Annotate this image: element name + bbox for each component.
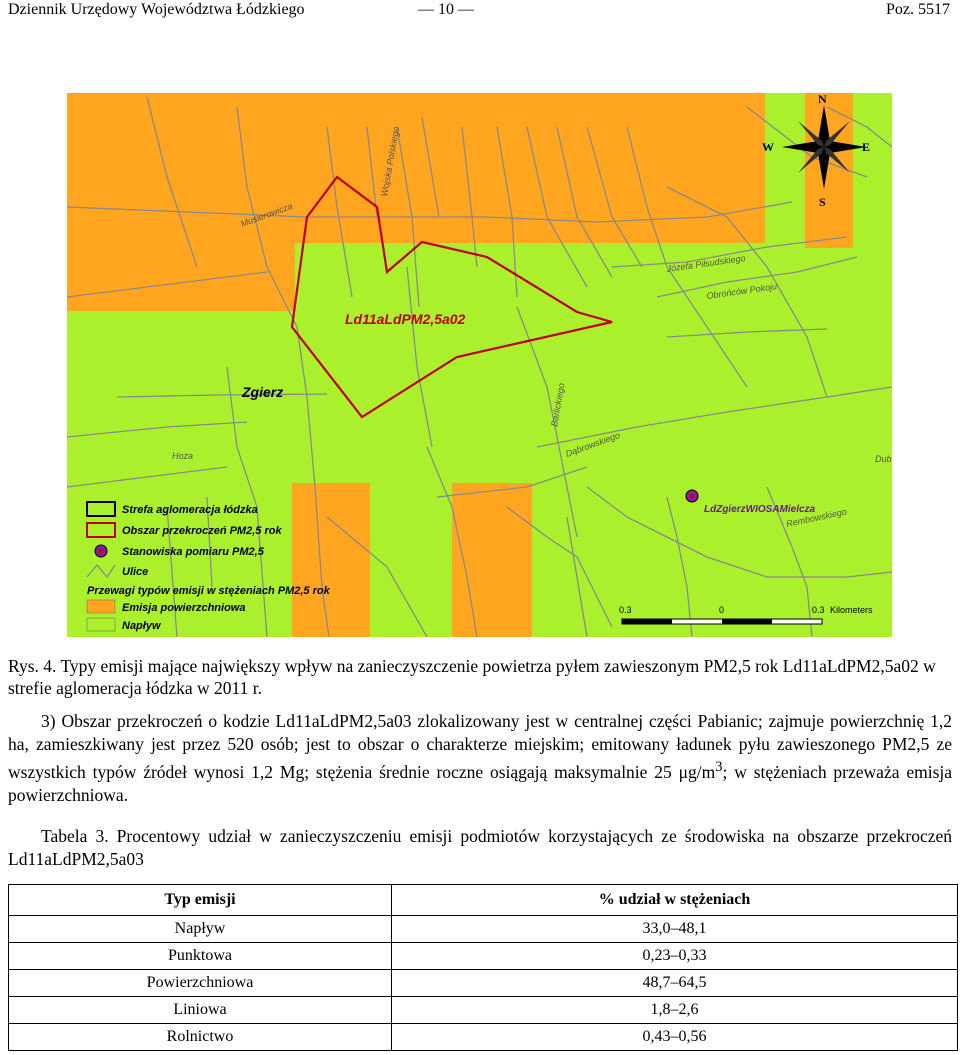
compass-e: E <box>862 140 871 154</box>
legend-heading: Przewagi typów emisji w stężeniach PM2,5 rok <box>87 585 330 597</box>
legend-item-inflow: Napływ <box>122 620 161 632</box>
street-label: Rembowskiego <box>785 506 848 529</box>
legend-item-stations: Stanowiska pomiaru PM2,5 <box>122 546 264 558</box>
emission-share: 1,8–2,6 <box>392 997 958 1024</box>
paragraph-superscript: 3 <box>715 759 723 775</box>
street-label: Musierowicza <box>239 200 294 229</box>
table-row <box>9 916 958 943</box>
table-caption <box>8 825 952 871</box>
column-header: Typ emisji <box>9 885 392 916</box>
compass-n: N <box>818 92 827 106</box>
street-label: Dąbrowskiego <box>564 429 622 459</box>
scale-mid: 0 <box>719 605 725 615</box>
emission-share-table <box>8 884 958 1051</box>
table-row <box>9 997 958 1024</box>
scale-right: 0.3 <box>812 605 825 615</box>
column-header: % udział w stężeniach <box>392 885 958 916</box>
compass-s: S <box>819 195 826 209</box>
scale-left: 0.3 <box>619 605 632 615</box>
emission-type: Rolnictwo <box>9 1024 392 1051</box>
emission-type: Liniowa <box>9 997 392 1024</box>
table-row <box>9 970 958 997</box>
paragraph-text-end: ; w stężeniach przeważa emisja powierzchniowa. <box>8 761 953 805</box>
town-label: Zgierz <box>242 384 284 400</box>
emission-type: Powierzchniowa <box>9 970 392 997</box>
map-top-margin <box>67 67 892 93</box>
position-number: Poz. 5517 <box>886 1 950 18</box>
emission-type: Napływ <box>9 916 392 943</box>
table-row <box>9 943 958 970</box>
legend-item-zone: Strefa aglomeracja łódzka <box>122 504 258 516</box>
measurement-station <box>686 490 698 502</box>
emission-share: 33,0–48,1 <box>392 916 958 943</box>
emission-share: 0,43–0,56 <box>392 1024 958 1051</box>
emission-type: Punktowa <box>9 943 392 970</box>
street-label: Barlickiego <box>549 382 567 428</box>
figure-caption: Rys. 4. Typy emisji mające największy wpływ na zanieczyszczenie powietrza pyłem zawieszonym PM2,5 rok Ld11aLdPM2,5a02 w strefie aglomeracja łódzka w 2011 r. <box>8 656 936 698</box>
surface-swatch <box>87 600 115 613</box>
body-paragraph <box>8 710 952 807</box>
table-caption-text: Tabela 3. Procentowy udział w zanieczyszczeniu emisji podmiotów korzystających ze środowiska na obszarze przekroczeń Ld11aLdPM2,5a03 <box>8 826 952 869</box>
station-label: LdZgierzWIOSAMielcza <box>704 504 816 515</box>
legend-item-streets: Ulice <box>122 566 149 578</box>
area-label: Ld11aLdPM2,5a02 <box>345 311 466 327</box>
journal-title: Dziennik Urzędowy Województwa Łódzkiego <box>8 1 305 18</box>
compass-w: W <box>762 140 774 154</box>
street-label: Dub <box>875 454 892 464</box>
page-number: — 10 — <box>418 1 474 18</box>
scale-unit: Kilometers <box>830 605 873 615</box>
paragraph-text: 3) Obszar przekroczeń o kodzie Ld11aLdPM2,5a03 zlokalizowany jest w centralnej części Pabianic; zajmuje powierzchnię 1,2 ha, zamieszkiwany jest przez 520 osób; jest to obszar o charakterze miejskim; emitowany ładunek pyłu zawieszonego PM2,5 ze wszystkich typów źródeł wynosi 1,2 Mg; stężenia średnie roczne osiągają maksymalnie 25 μg/m <box>8 711 952 782</box>
emission-map <box>67 67 892 637</box>
street-label: Wojska Polskiego <box>379 125 402 198</box>
emission-share: 0,23–0,33 <box>392 943 958 970</box>
street-label: Józefa Piłsudskiego <box>665 253 747 274</box>
table-row <box>9 1024 958 1051</box>
inflow-swatch <box>87 618 115 631</box>
street-label: Hoża <box>172 451 194 461</box>
table-header-row <box>9 885 958 916</box>
legend-item-exceedance: Obszar przekroczeń PM2,5 rok <box>122 525 282 537</box>
page-header <box>0 0 960 24</box>
legend-item-surface: Emisja powierzchniowa <box>122 602 246 614</box>
emission-share: 48,7–64,5 <box>392 970 958 997</box>
street-label: Obrońców Pokoju <box>705 281 778 301</box>
